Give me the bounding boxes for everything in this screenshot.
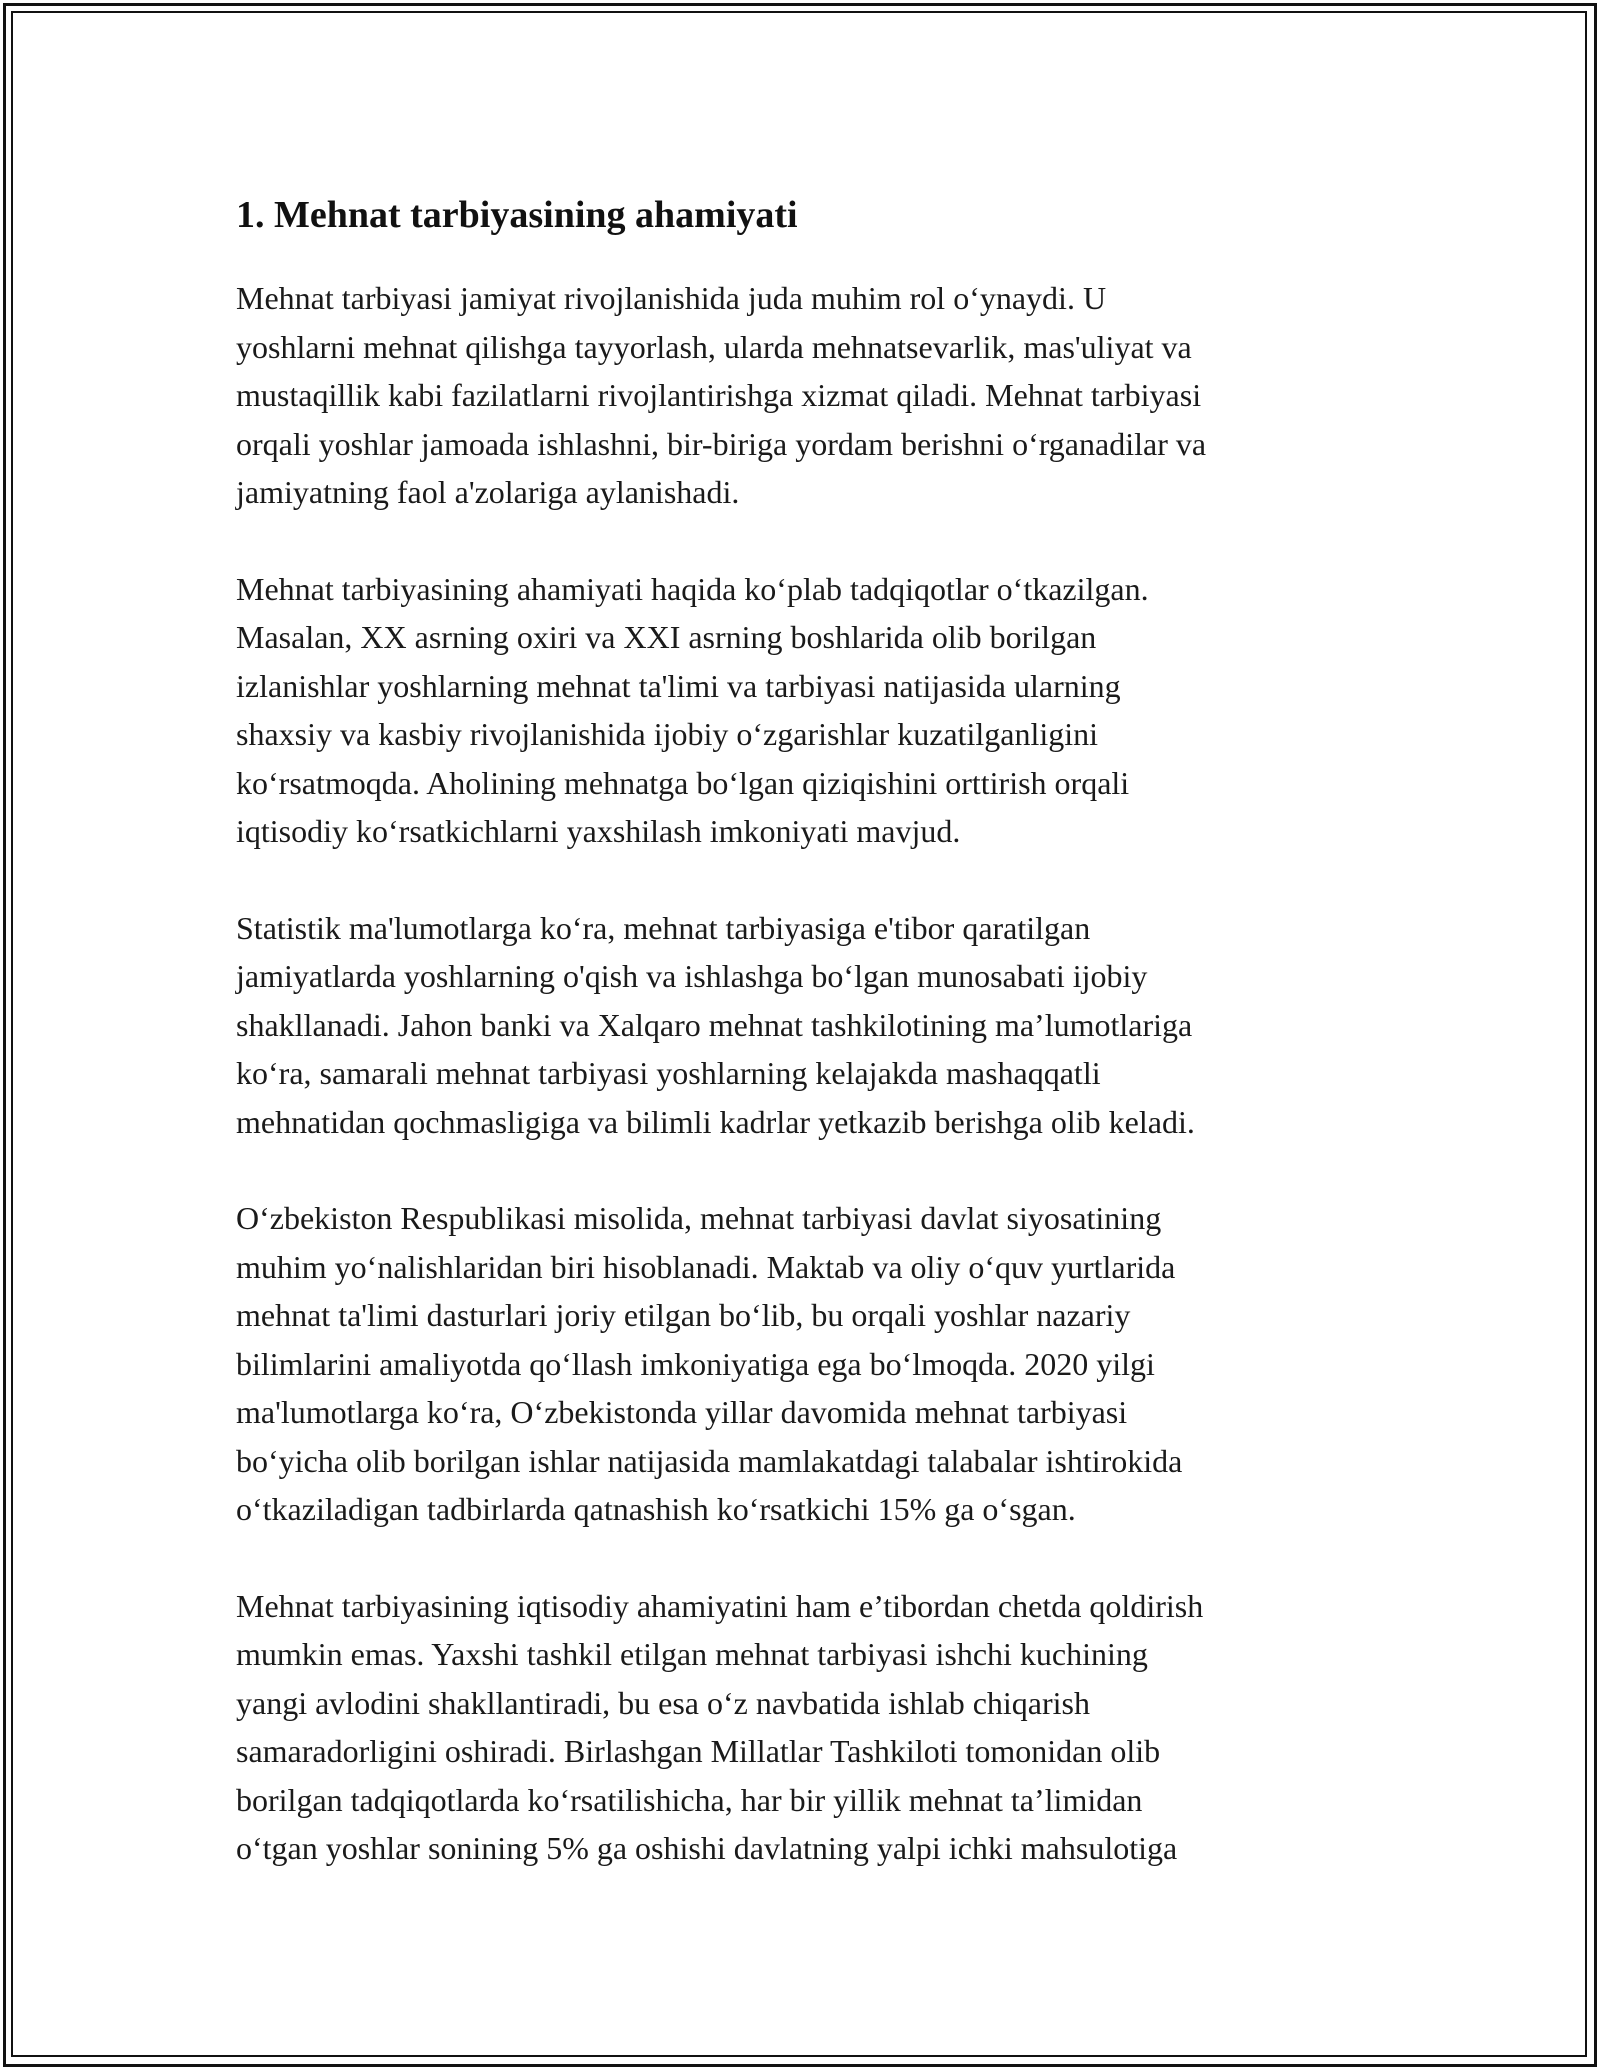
paragraph-2 bbox=[236, 565, 1366, 856]
paragraph-line: ko‘ra, samarali mehnat tarbiyasi yoshlarning kelajakda mashaqqatli bbox=[236, 1055, 1101, 1091]
paragraph-line: o‘tkaziladigan tadbirlarda qatnashish ko‘rsatkichi 15% ga o‘sgan. bbox=[236, 1491, 1076, 1527]
document-page bbox=[236, 186, 1366, 1921]
paragraph-3 bbox=[236, 904, 1366, 1147]
paragraph-1 bbox=[236, 274, 1366, 517]
paragraph-line: Mehnat tarbiyasining iqtisodiy ahamiyatini ham e’tibordan chetda qoldirish bbox=[236, 1587, 1204, 1624]
paragraph-line: bo‘yicha olib borilgan ishlar natijasida mamlakatdagi talabalar ishtirokida bbox=[236, 1442, 1183, 1479]
paragraph-line: jamiyatlarda yoshlarning o'qish va ishlashga bo‘lgan munosabati ijobiy bbox=[236, 958, 1148, 994]
paragraph-4 bbox=[236, 1194, 1366, 1534]
paragraph-line: mehnat ta'limi dasturlari joriy etilgan bo‘lib, bu orqali yoshlar nazariy bbox=[236, 1297, 1131, 1333]
section-heading: 1. Mehnat tarbiyasining ahamiyati bbox=[236, 194, 798, 236]
paragraph-line: mustaqillik kabi fazilatlarni rivojlantirishga xizmat qiladi. Mehnat tarbiyasi bbox=[236, 377, 1202, 413]
paragraph-line: Statistik ma'lumotlarga ko‘ra, mehnat tarbiyasiga e'tibor qaratilgan bbox=[236, 909, 1091, 946]
paragraph-line: yoshlarni mehnat qilishga tayyorlash, ularda mehnatsevarlik, mas'uliyat va bbox=[236, 328, 1192, 365]
paragraph-line: Masalan, XX asrning oxiri va XXI asrning boshlarida olib borilgan bbox=[236, 619, 1097, 655]
paragraph-line: o‘tgan yoshlar sonining 5% ga oshishi davlatning yalpi ichki mahsulotiga bbox=[236, 1830, 1178, 1866]
paragraph-5 bbox=[236, 1582, 1366, 1873]
paragraph-line: jamiyatning faol a'zolariga aylanishadi. bbox=[236, 474, 740, 510]
paragraph-line: izlanishlar yoshlarning mehnat ta'limi va tarbiyasi natijasida ularning bbox=[236, 667, 1121, 704]
paragraph-line: bilimlarini amaliyotda qo‘llash imkoniyatiga ega bo‘lmoqda. 2020 yilgi bbox=[236, 1345, 1155, 1382]
paragraph-line: orqali yoshlar jamoada ishlashni, bir-biriga yordam berishni o‘rganadilar va bbox=[236, 425, 1207, 462]
paragraph-line: mehnatidan qochmasligiga va bilimli kadrlar yetkazib berishga olib keladi. bbox=[236, 1103, 1195, 1140]
paragraph-line: shaxsiy va kasbiy rivojlanishida ijobiy o‘zgarishlar kuzatilganligini bbox=[236, 716, 1099, 752]
paragraph-line: O‘zbekiston Respublikasi misolida, mehnat tarbiyasi davlat siyosatining bbox=[236, 1200, 1162, 1236]
paragraph-line: iqtisodiy ko‘rsatkichlarni yaxshilash imkoniyati mavjud. bbox=[236, 813, 961, 849]
paragraph-line: ma'lumotlarga ko‘ra, O‘zbekistonda yillar davomida mehnat tarbiyasi bbox=[236, 1394, 1128, 1430]
paragraph-line: borilgan tadqiqotlarda ko‘rsatilishicha, har bir yillik mehnat ta’limidan bbox=[236, 1781, 1143, 1818]
paragraph-line: ko‘rsatmoqda. Aholining mehnatga bo‘lgan qiziqishini orttirish orqali bbox=[236, 764, 1130, 801]
paragraph-line: yangi avlodini shakllantiradi, bu esa o‘z navbatida ishlab chiqarish bbox=[236, 1684, 1090, 1721]
paragraph-line: muhim yo‘nalishlaridan biri hisoblanadi. Maktab va oliy o‘quv yurtlarida bbox=[236, 1248, 1176, 1285]
paragraph-line: Mehnat tarbiyasi jamiyat rivojlanishida juda muhim rol o‘ynaydi. U bbox=[236, 280, 1107, 316]
paragraph-line: Mehnat tarbiyasining ahamiyati haqida ko‘plab tadqiqotlar o‘tkazilgan. bbox=[236, 570, 1149, 607]
paragraph-line: samaradorligini oshiradi. Birlashgan Millatlar Tashkiloti tomonidan olib bbox=[236, 1733, 1161, 1769]
paragraph-line: mumkin emas. Yaxshi tashkil etilgan mehnat tarbiyasi ishchi kuchining bbox=[236, 1636, 1148, 1672]
paragraph-line: shakllanadi. Jahon banki va Xalqaro mehnat tashkilotining ma’lumotlariga bbox=[236, 1006, 1193, 1043]
